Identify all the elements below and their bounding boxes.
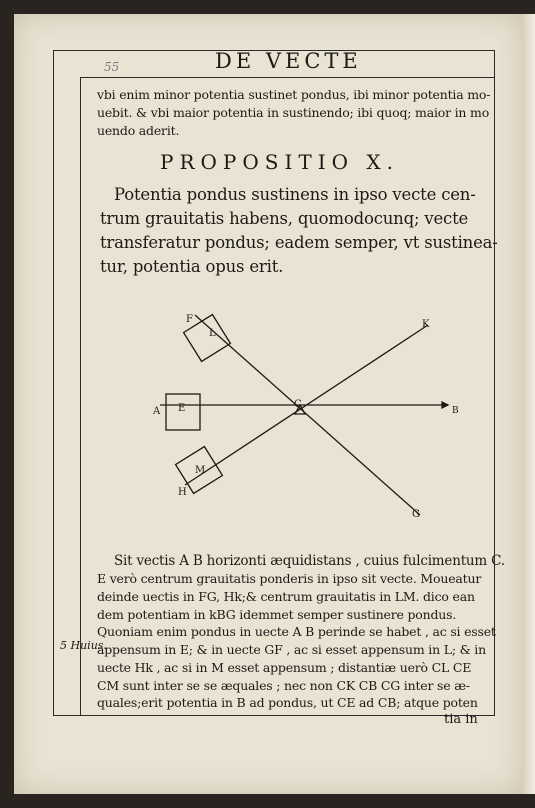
body-line-7: uecte Hk , ac si in M esset appensum ; distantiæ uerò CL CE (97, 660, 472, 675)
margin-note: 5 Huius. (60, 639, 107, 652)
margin-rule (80, 77, 81, 715)
intro-line-1: vbi enim minor potentia sustinet pondus, ibi minor potentia mo- (97, 87, 491, 102)
label-b: B (452, 406, 459, 416)
label-f: F (186, 314, 193, 325)
header-rule (80, 77, 494, 78)
running-header: DE VECTE (215, 49, 362, 73)
enunciation-line-2: trum grauitatis habens, quomodocunq; vecte (100, 209, 469, 228)
label-h: H (178, 487, 187, 498)
body-line-9: quales;erit potentia in B ad pondus, ut CE ad CB; atque poten (97, 695, 478, 710)
label-e: E (178, 403, 186, 414)
enunciation-line-3: transferatur pondus; eadem semper, vt sustinea- (100, 233, 498, 252)
lever-diagram (130, 305, 460, 535)
enunciation-line-4: tur, potentia opus erit. (100, 257, 284, 276)
proposition-title: PROPOSITIO X. (160, 150, 399, 174)
body-line-1: Sit vectis A B horizonti æquidistans , cuius fulcimentum C. (114, 553, 505, 569)
page-number: 55 (104, 60, 120, 74)
label-a: A (153, 406, 161, 417)
body-line-6: appensum in E; & in uecte GF , ac si esset appensum in L; & in (97, 642, 486, 657)
intro-line-3: uendo aderit. (97, 123, 180, 138)
label-m: M (195, 465, 206, 476)
body-line-3: deinde uectis in FG, Hk;& centrum grauitatis in LM. dico ean (97, 589, 475, 604)
body-line-2: E verò centrum grauitatis ponderis in ipso sit vecte. Moueatur (97, 571, 482, 586)
intro-line-2: uebit. & vbi maior potentia in sustinendo; ibi quoq; maior in mo (97, 105, 490, 120)
enunciation-line-1: Potentia pondus sustinens in ipso vecte cen- (114, 185, 476, 204)
body-line-5: Quoniam enim pondus in uecte A B perinde se habet , ac si esset (97, 624, 496, 639)
label-k: K (422, 319, 430, 330)
book-spine (522, 14, 535, 794)
body-line-4: dem potentiam in kBG idemmet semper sustinere pondus. (97, 607, 457, 622)
label-g: G (412, 509, 420, 520)
catchword: tia in (444, 712, 478, 727)
arrow-b (442, 402, 448, 408)
label-l: L (209, 328, 216, 339)
body-line-8: CM sunt inter se se æquales ; nec non CK CB CG inter se æ- (97, 678, 470, 693)
label-c: C (294, 399, 302, 410)
